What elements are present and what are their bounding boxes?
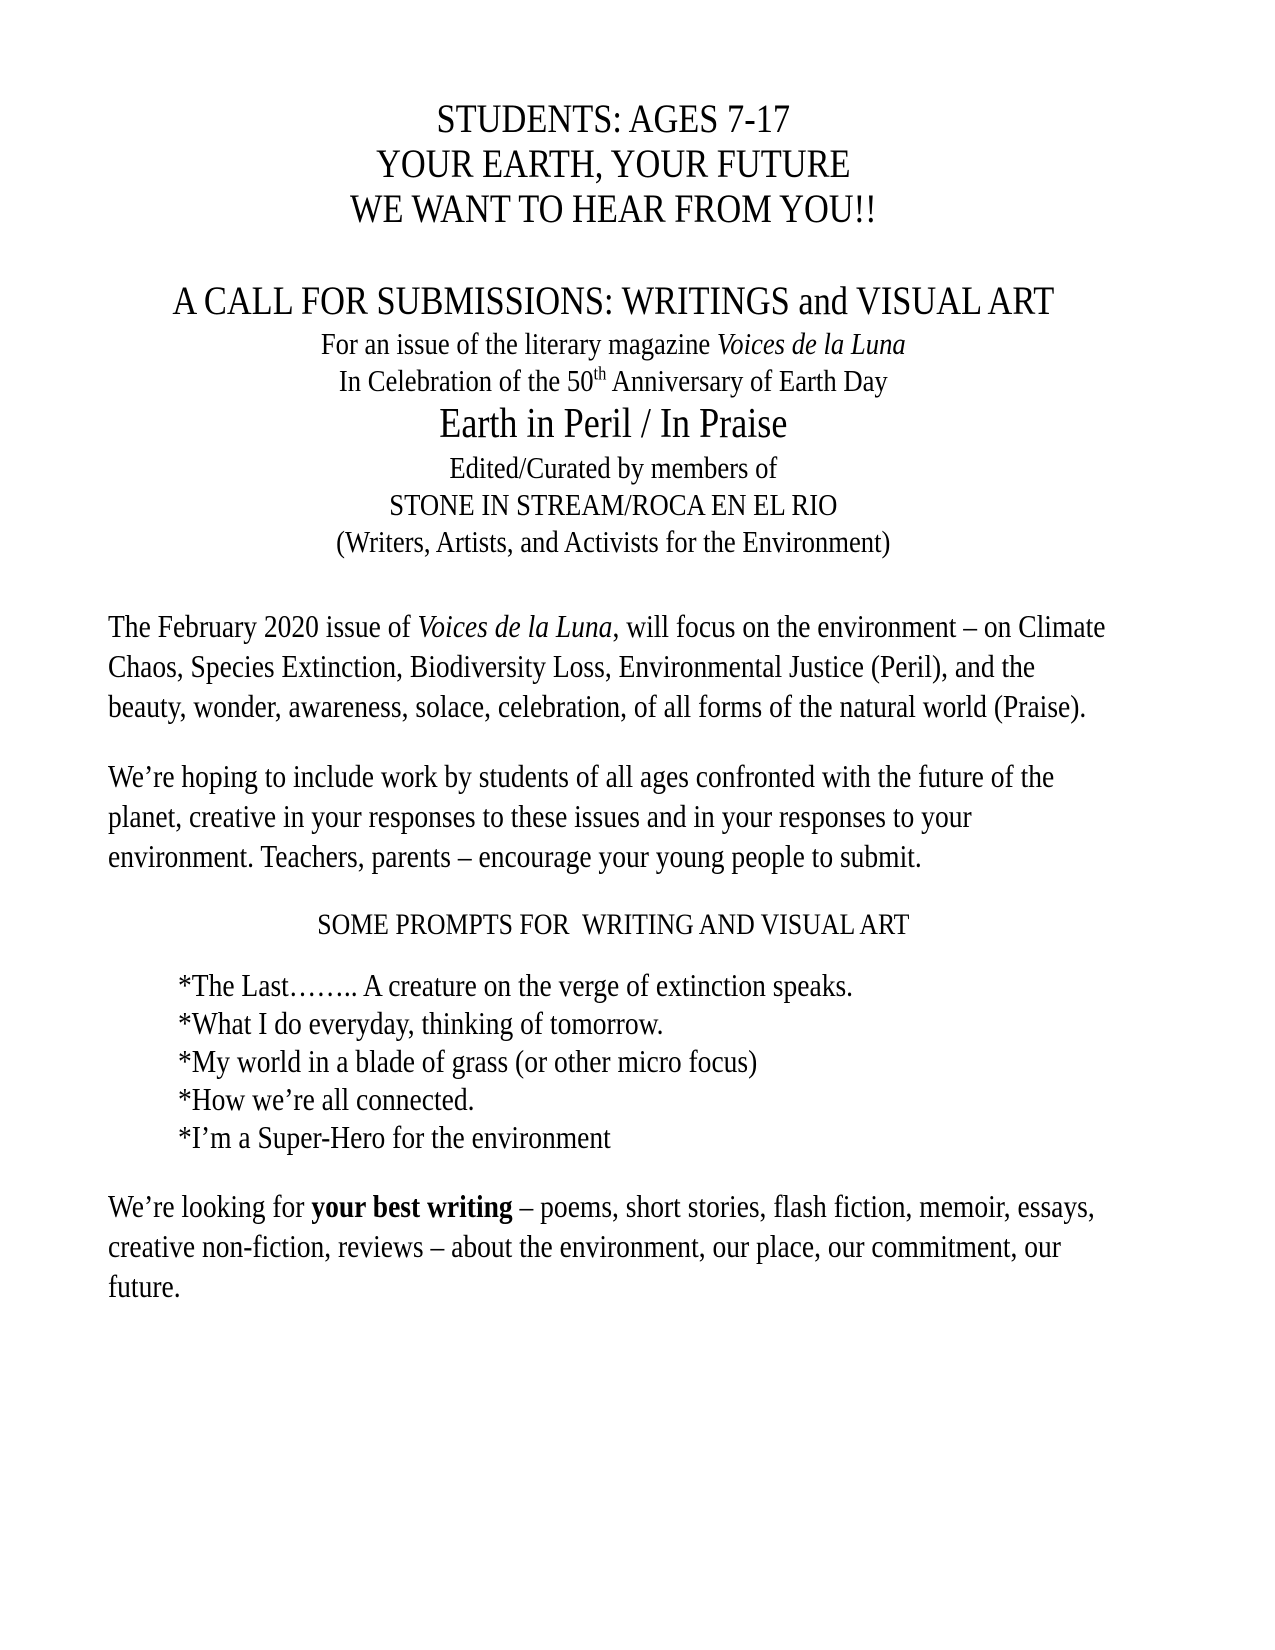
- list-item: *How we’re all connected.: [178, 1081, 475, 1117]
- para3-text-before: We’re looking for: [108, 1188, 312, 1224]
- para1-text-after: , will focus on the environment – on Climate Chaos, Species Extinction, Biodiversity Loss, Environmental Justice (Peril), and the beauty, wonder, awareness, solace, celebration, of all forms of the natural world (Praise).: [108, 608, 1106, 724]
- prompts-heading-block: [108, 906, 1118, 944]
- magazine-name: Voices de la Luna: [716, 326, 906, 361]
- anniversary-text-before: In Celebration of the 50: [338, 363, 594, 398]
- call-headline: A CALL FOR SUBMISSIONS: WRITINGS and VISUAL ART: [172, 278, 1054, 323]
- header-line-students: STUDENTS: AGES 7-17: [436, 96, 790, 141]
- paragraph-student-invitation: We’re hoping to include work by students of all ages confronted with the future of the planet, creative in your responses to these issues and in your responses to your environment. Teachers, parents – encourage your young people to submit.: [108, 758, 1055, 874]
- header-line-hear-from-you: WE WANT TO HEAR FROM YOU!!: [349, 186, 877, 231]
- issue-title: Earth in Peril / In Praise: [438, 401, 788, 447]
- organization-name: STONE IN STREAM/ROCA EN EL RIO: [388, 487, 838, 522]
- spacer-after-paragraph-1: [108, 726, 1118, 756]
- spacer-after-prompts-heading: [108, 944, 1118, 966]
- spacer-after-call-block: [108, 560, 1118, 606]
- para3-text-after: – poems, short stories, flash fiction, memoir, essays, creative non-fiction, reviews – about the environment, our place, our commitment, our future.: [108, 1188, 1095, 1304]
- spacer-after-prompts-list: [108, 1156, 1118, 1186]
- list-item: *I’m a Super-Hero for the environment: [178, 1119, 611, 1155]
- magazine-intro-text: For an issue of the literary magazine: [320, 326, 717, 361]
- editors-line: Edited/Curated by members of: [449, 450, 777, 485]
- para1-text-before: The February 2020 issue of: [108, 608, 418, 644]
- list-item: *What I do everyday, thinking of tomorrow.: [178, 1005, 664, 1041]
- document-content: [108, 96, 1118, 1306]
- header-line-your-earth: YOUR EARTH, YOUR FUTURE: [375, 141, 851, 186]
- magazine-issue-line: [108, 325, 1118, 362]
- ordinal-suffix: th: [593, 363, 607, 385]
- list-item: *The Last…….. A creature on the verge of extinction speaks.: [178, 967, 854, 1003]
- call-for-submissions-block: [108, 277, 1118, 560]
- para3-emphasis: your best writing: [311, 1188, 513, 1224]
- spacer-after-paragraph-2: [108, 876, 1118, 906]
- prompts-list: [108, 966, 1118, 1156]
- list-item: *My world in a blade of grass (or other micro focus): [178, 1043, 758, 1079]
- prompts-heading: SOME PROMPTS FOR WRITING AND VISUAL ART: [316, 908, 910, 941]
- anniversary-line: [108, 362, 1118, 399]
- anniversary-text-after: Anniversary of Earth Day: [606, 363, 888, 398]
- organization-subtitle: (Writers, Artists, and Activists for the Environment): [335, 524, 891, 559]
- paragraph-submission-types: [108, 1186, 1118, 1306]
- para1-magazine-name: Voices de la Luna: [417, 608, 613, 644]
- spacer-after-header: [108, 231, 1118, 277]
- header-block: [108, 96, 1118, 231]
- paragraph-issue-focus: [108, 606, 1118, 726]
